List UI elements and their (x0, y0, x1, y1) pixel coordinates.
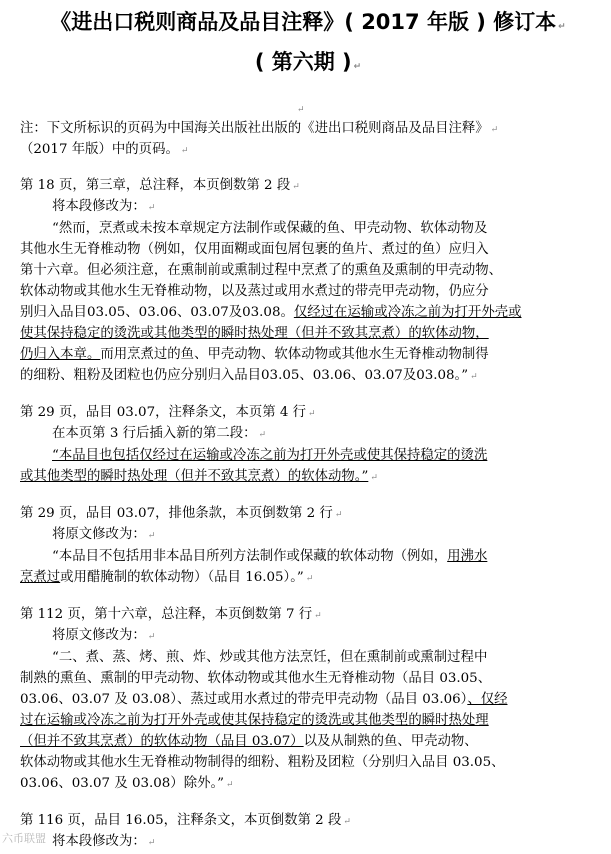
change-instruction: 将本段修改为： ↵ (52, 834, 156, 849)
section-heading: 第 116 页，品目 16.05，注释条文，本页倒数第 2 段 ↵ (20, 813, 351, 828)
empty-paragraph: ↵ (297, 105, 305, 115)
body-line: 其他水生无脊椎动物（例如，仅用面糊或面包屑包裹的鱼片、煮过的鱼）应归入 (20, 242, 489, 257)
document-subtitle: ( 第六期 ) ↵ (254, 50, 362, 74)
body-line: 别归入品目03.05、03.06、03.07及03.08。仅经过在运输或冷冻之前为打开外壳或 (20, 305, 522, 320)
watermark: 六币联盟 (2, 832, 46, 845)
body-line: （但并不致其烹煮）的软体动物（品目 03.07）以及从制熟的鱼、甲壳动物、 (20, 734, 478, 749)
body-line: 软体动物或其他水生无脊椎动物制得的细粉、粗粉及团粒（分别归入品目 03.05、 (20, 755, 505, 770)
note-line-1: 注：下文所标识的页码为中国海关出版社出版的《进出口税则商品及品目注释》 ↵ (20, 121, 499, 136)
section-heading: 第 18 页，第三章，总注释，本页倒数第 2 段 ↵ (20, 178, 300, 193)
body-line: 仍归入本章。而用烹煮过的鱼、甲壳动物、软体动物或其他水生无脊椎动物制得 (20, 347, 489, 362)
change-instruction: 将原文修改为： ↵ (52, 527, 156, 542)
section-heading: 第 29 页，品目 03.07，排他条款，本页倒数第 2 行 ↵ (20, 506, 343, 521)
body-line: 或其他类型的瞬时热处理（但并不致其烹煮）的软体动物。” ↵ (20, 469, 378, 484)
body-line: 03.06、03.07 及 03.08）、蒸过或用水煮过的带壳甲壳动物（品目 03.06）、仅经 (20, 692, 508, 707)
change-instruction: 将原文修改为： ↵ (52, 628, 156, 643)
body-line: “本品目也包括仅经过在运输或冷冻之前为打开外壳或使其保持稳定的烫洗 (52, 448, 488, 463)
body-line: 的细粉、粗粉及团粒也仍应分别归入品目03.05、03.06、03.07及03.08。” ↵ (20, 368, 478, 383)
change-instruction: 在本页第 3 行后插入新的第二段： ↵ (52, 426, 267, 441)
body-line: 制熟的熏鱼、熏制的甲壳动物、软体动物或其他水生无脊椎动物（品目 03.05、 (20, 671, 492, 686)
body-line: “二、煮、蒸、烤、煎、炸、炒或其他方法烹饪，但在熏制前或熏制过程中 (52, 650, 488, 665)
document-title: 《进出口税则商品及品目注释》( 2017 年版 ) 修订本 ↵ (50, 10, 566, 34)
section-heading: 第 29 页，品目 03.07，注释条文，本页第 4 行 ↵ (20, 405, 316, 420)
note-line-2: （2017 年版）中的页码。 ↵ (20, 142, 189, 157)
change-instruction: 将本段修改为： ↵ (52, 199, 156, 214)
body-line: 第十六章。但必须注意，在熏制前或熏制过程中烹煮了的熏鱼及熏制的甲壳动物、 (20, 263, 503, 278)
body-line: 烹煮过或用醋腌制的软体动物）（品目 16.05）。” ↵ (20, 570, 314, 585)
section-heading: 第 112 页，第十六章，总注释，本页倒数第 7 行 ↵ (20, 607, 322, 622)
body-line: 软体动物或其他水生无脊椎动物，以及蒸过或用水煮过的带壳甲壳动物，仍应分 (20, 284, 489, 299)
body-line: 03.06、03.07 及 03.08）除外。” ↵ (20, 776, 234, 791)
body-line: “本品目不包括用非本品目所列方法制作或保藏的软体动物（例如，用沸水 (52, 549, 488, 564)
body-line: 过在运输或冷冻之前为打开外壳或使其保持稳定的烫洗或其他类型的瞬时热处理 (20, 713, 489, 728)
body-line: “然而，烹煮或未按本章规定方法制作或保藏的鱼、甲壳动物、软体动物及 (52, 221, 488, 236)
body-line: 使其保持稳定的烫洗或其他类型的瞬时热处理（但并不致其烹煮）的软体动物， (20, 326, 489, 341)
